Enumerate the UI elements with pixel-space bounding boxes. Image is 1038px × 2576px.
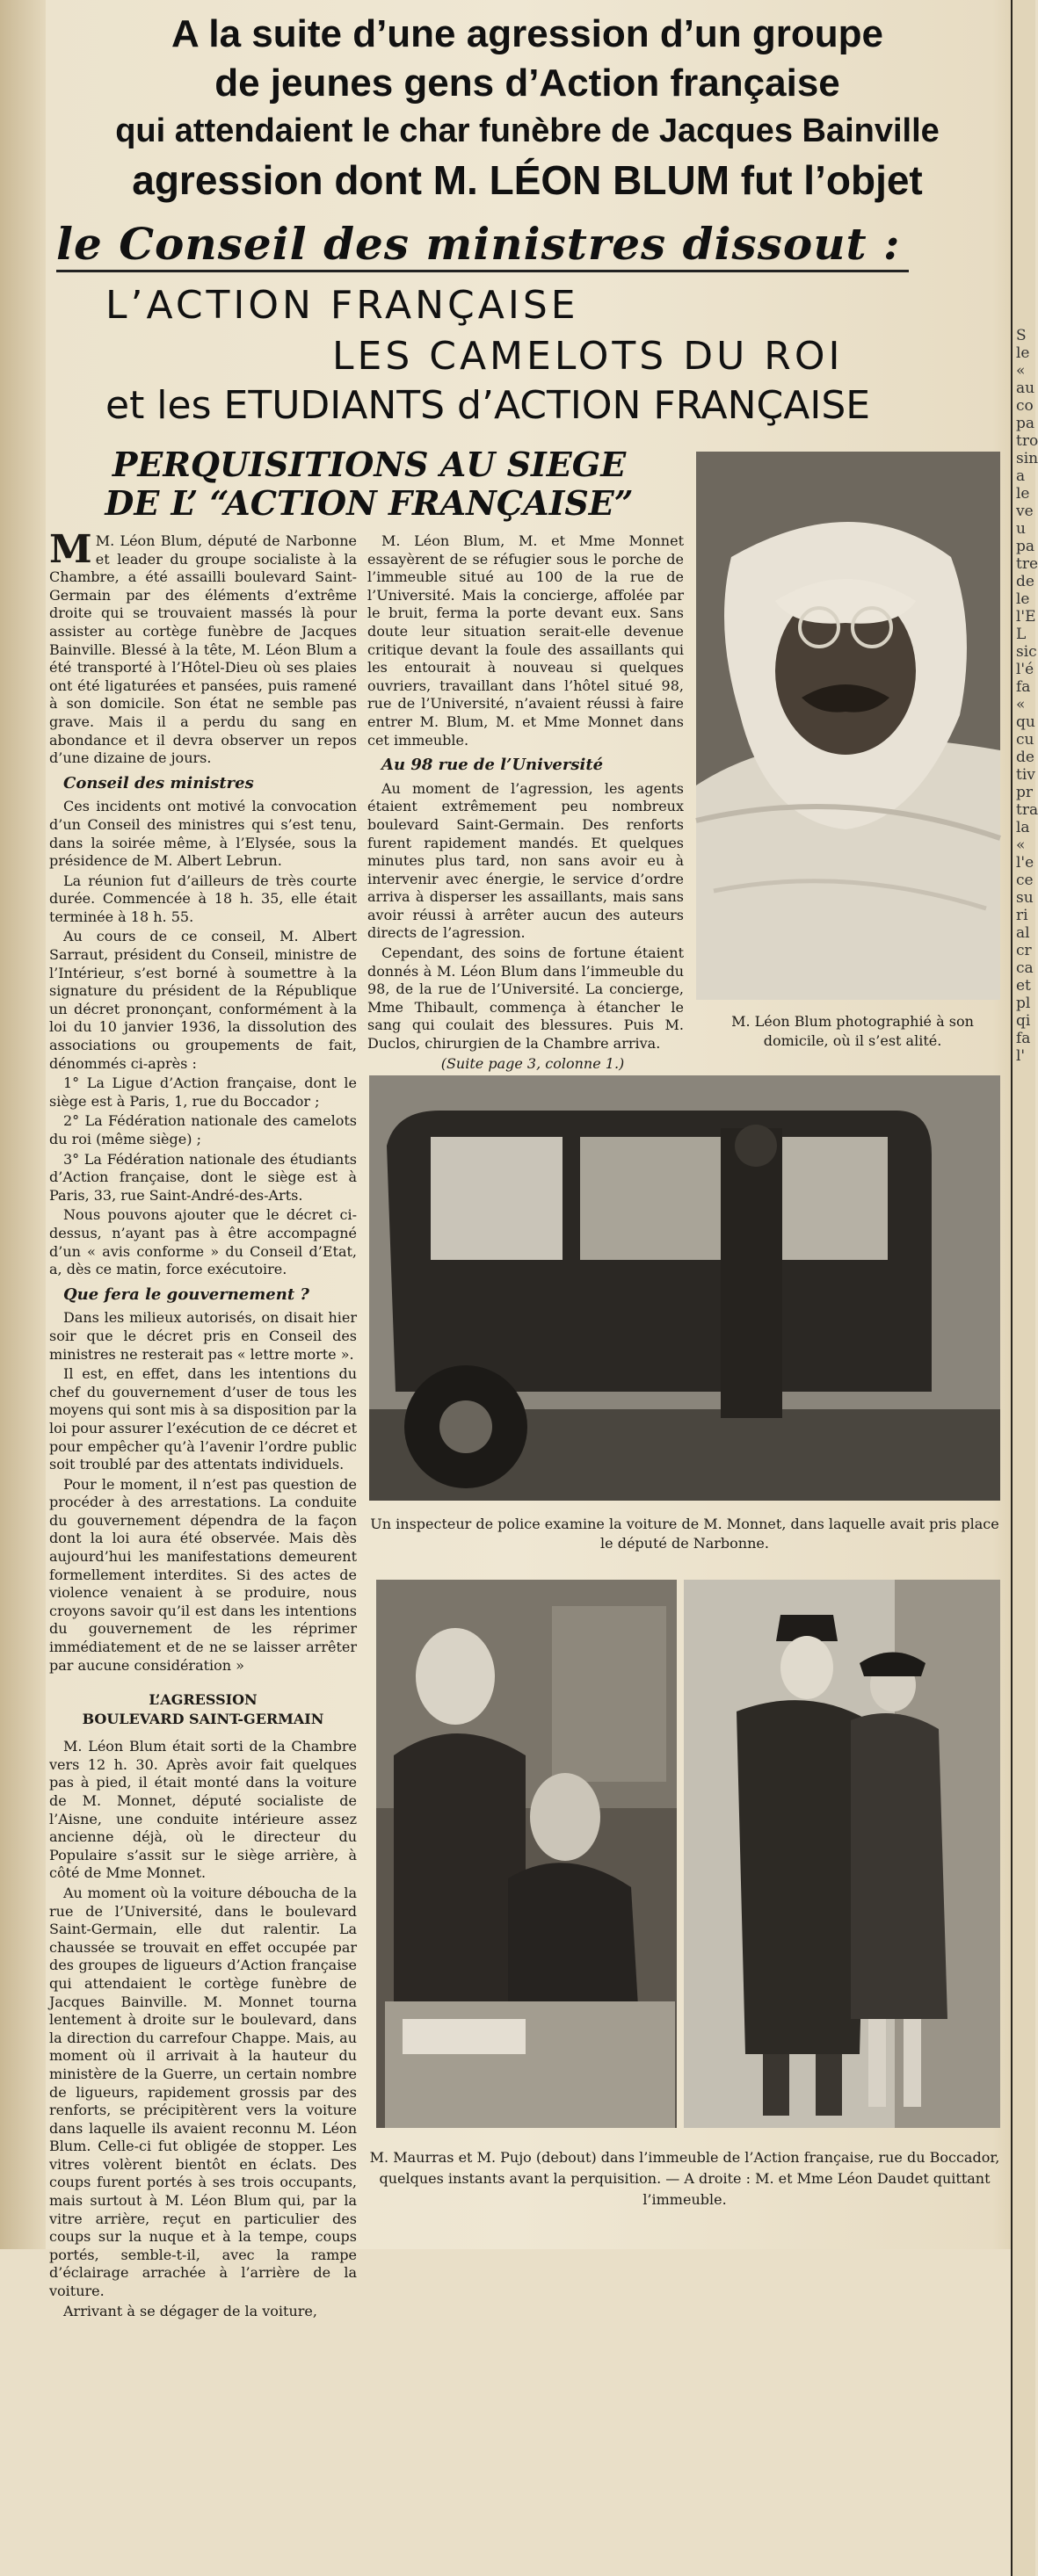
maurras-pujo-photo xyxy=(376,1580,677,2128)
adjacent-column-fragment-text: l'é xyxy=(1016,661,1034,678)
adjacent-column-fragment-text: a xyxy=(1016,467,1026,485)
adjacent-column-fragment-text: la xyxy=(1016,819,1030,836)
headline-camelots: LES CAMELOTS DU ROI xyxy=(332,334,844,379)
adjacent-column-fragment xyxy=(1011,0,1038,2576)
continued-notice: (Suite page 3, colonne 1.) xyxy=(440,1054,625,1072)
adjacent-column-fragment-text: et xyxy=(1016,977,1031,995)
adjacent-column-fragment-text: tre xyxy=(1016,555,1038,573)
adjacent-column-fragment-text: tiv xyxy=(1016,766,1035,784)
headline-line-3: qui attendaient le char funèbre de Jacques Bainville xyxy=(115,112,940,149)
adjacent-column-fragment-text: su xyxy=(1016,889,1034,907)
adjacent-column-fragment-text: l' xyxy=(1016,1047,1026,1065)
headline-line-4: agression dont M. LÉON BLUM fut l’objet xyxy=(132,157,923,203)
subheadline-line-1: PERQUISITIONS AU SIEGE xyxy=(112,445,627,484)
paragraph: La réunion fut d’ailleurs de très courte durée. Commencée à 18 h. 35, elle était terminée à 18 h. 55. xyxy=(49,872,357,925)
adjacent-column-fragment-text: qu xyxy=(1016,713,1035,731)
paragraph: Au cours de ce conseil, M. Albert Sarraut, président du Conseil, ministre de l’Intérieur, s’est borné à soumettre à la signature du président de la République un décret prononçant, conformément à la loi du 10 janvier 1936, la dissolution des associations ou groupements de fait, dénommés ci-après : xyxy=(49,928,357,1072)
paragraph: Arrivant à se dégager de la voiture, xyxy=(63,2302,317,2319)
daudet-photo xyxy=(684,1580,1000,2128)
adjacent-column-fragment-text: pr xyxy=(1016,784,1034,801)
article-column-1 xyxy=(49,527,357,2319)
paragraph: M. Léon Blum était sorti de la Chambre vers 12 h. 30. Après avoir fait quelques pas à pied, il était monté dans la voiture de M. Monnet, député socialiste de l’Aisne, une conduite intérieure assez ancienne déjà, où le directeur du Populaire s’assit sur le siège arrière, à côté de Mme Monnet. xyxy=(49,1738,357,1882)
subheadline-line-2: DE L’ “ACTION FRANÇAISE” xyxy=(105,483,634,523)
section-heading-gouvernement: Que fera le gouvernement ? xyxy=(63,1284,309,1304)
paragraph: Nous pouvons ajouter que le décret ci-dessus, n’ayant pas à être accompagné d’un « avis conforme » du Conseil d’Etat, a, dès ce matin, force exécutoire. xyxy=(49,1206,357,1278)
paragraph: 3° La Fédération nationale des étudiants d’Action française, dont le siège est à Paris, 33, rue Saint-André-des-Arts. xyxy=(49,1150,357,1204)
adjacent-column-fragment-text: l'E xyxy=(1016,608,1036,626)
headline-conseil: le Conseil des ministres dissout : xyxy=(56,218,909,272)
paragraph: Il est, en effet, dans les intentions du chef du gouvernement d’user de tous les moyens qui sont mis à sa disposition par la loi pour assurer l’exécution de ce décret et pour empêcher qu’à l’avenir l’ordre public soit troublé par des attentats individuels. xyxy=(49,1365,357,1473)
adjacent-column-fragment-text: de xyxy=(1016,573,1034,590)
couple-illustration xyxy=(684,1580,1000,2128)
paragraph: Au moment où la voiture déboucha de la rue de l’Université, dans le boulevard Saint-Germain, elle dut ralentir. La chaussée se trouvait en effet occupée par des groupes de ligueurs d’Action française qui attendaient le cortège funèbre de Jacques Bainville. M. Monnet tourna lentement à droite sur le boulevard, dans la direction du carrefour Chappe. Mais, au moment où il arrivait à la hauteur du ministère de la Guerre, un certain nombre de ligueurs, rapidement grossis par des renforts, se précipitèrent vers la voiture dans laquelle ils avaient reconnu M. Léon Blum. Celle-ci fut obligée de stopper. Les vitres volèrent bientôt en éclats. Des coups furent portés à ses trois occupants, mais surtout à M. Léon Blum qui, par la vitre arrière, reçut en particulier des coups sur la nuque et à la tempe, coups portés, semble-t-il, avec la rampe d’éclairage arrachée à l’arrière de la voiture. xyxy=(49,1884,357,2300)
adjacent-column-fragment-text: fa xyxy=(1016,1030,1031,1047)
page-edge xyxy=(0,0,46,2249)
adjacent-column-fragment-text: pa xyxy=(1016,415,1035,432)
adjacent-column-fragment-text: ri xyxy=(1016,907,1028,924)
portrait-caption: M. Léon Blum photographié à son domicile, où il s’est alité. xyxy=(731,1013,974,1049)
car-caption: Un inspecteur de police examine la voiture de M. Monnet, dans laquelle avait pris place le député de Narbonne. xyxy=(370,1516,999,1552)
paragraph: Au moment de l’agression, les agents étaient extrêmement peu nombreux boulevard Saint-Germain. Des renforts furent rapidement mandés. Et quelques minutes plus tard, non sans avoir eu à intervenir avec énergie, le service d’ordre arriva à disperser les assaillants, mais sans avoir réussi à arrêter aucun des auteurs directs de l’agression. xyxy=(367,779,684,942)
adjacent-column-fragment-text: L xyxy=(1016,626,1027,643)
adjacent-column-fragment-text: l'e xyxy=(1016,854,1034,872)
blum-portrait-photo xyxy=(696,452,1000,1000)
adjacent-column-fragment-text: co xyxy=(1016,397,1034,415)
adjacent-column-fragment-text: fa xyxy=(1016,678,1031,696)
adjacent-column-fragment-text: tra xyxy=(1016,801,1038,819)
adjacent-column-fragment-text: al xyxy=(1016,924,1030,942)
paragraph: Ces incidents ont motivé la convocation d’un Conseil des ministres qui s’est tenu, dans la soirée même, à l’Elysée, sous la présidence de M. Albert Lebrun. xyxy=(49,798,357,870)
lead-paragraph: M M. Léon Blum, député de Narbonne et leader du groupe socialiste à la Chambre, a été assailli boulevard Saint-Germain par des éléments d’extrême droite qui se trouvaient massés là pour assister au cortège funèbre de Jacques Bainville. Blessé à la tête, M. Léon Blum a été transporté à l’Hôtel-Dieu où ses plaies ont été ligaturées et pansées, puis ramené à son domicile. Son état ne semble pas grave. Mais il a perdu du sang en abondance et il devra observer un repos d’une dizaine de jours. xyxy=(49,527,357,767)
headline-etudiants: et les ETUDIANTS d’ACTION FRANÇAISE xyxy=(105,383,871,428)
portrait-illustration xyxy=(696,452,1000,1000)
adjacent-column-fragment-text: au xyxy=(1016,380,1035,397)
adjacent-column-fragment-text: ce xyxy=(1016,872,1034,889)
adjacent-column-fragment-text: sic xyxy=(1016,643,1037,661)
adjacent-column-fragment-text: le xyxy=(1016,590,1030,608)
adjacent-column-fragment-text: cu xyxy=(1016,731,1034,749)
section-heading-agression: L’AGRESSION BOULEVARD SAINT-GERMAIN xyxy=(82,1691,324,1728)
drop-cap: M xyxy=(49,527,92,572)
adjacent-column-fragment-text: tro xyxy=(1016,432,1038,450)
adjacent-column-fragment-text: u xyxy=(1016,520,1026,538)
adjacent-column-fragment-text: « xyxy=(1016,836,1026,854)
adjacent-column-fragment-text: ca xyxy=(1016,959,1034,977)
bottom-caption: M. Maurras et M. Pujo (debout) dans l’immeuble de l’Action française, rue du Boccador, quelques instants avant la perquisition. — A droite : M. et Mme Léon Daudet quittant l’immeuble. xyxy=(369,2149,1000,2208)
adjacent-column-fragment-text: de xyxy=(1016,749,1034,766)
adjacent-column-fragment-text: S xyxy=(1016,327,1027,344)
adjacent-column-fragment-text: ve xyxy=(1016,503,1034,520)
adjacent-column-fragment-text: cr xyxy=(1016,942,1032,959)
headline-line-2: de jeunes gens d’Action française xyxy=(214,62,840,105)
car-photo xyxy=(369,1075,1000,1501)
adjacent-column-fragment-text: « xyxy=(1016,696,1026,713)
article-column-2 xyxy=(367,532,684,1077)
adjacent-column-fragment-text: qi xyxy=(1016,1012,1031,1030)
adjacent-column-fragment-text: le xyxy=(1016,344,1030,362)
paragraph: 2° La Fédération nationale des camelots du roi (même siège) ; xyxy=(49,1112,357,1147)
car-illustration xyxy=(369,1075,1000,1501)
paragraph: 1° La Ligue d’Action française, dont le siège est à Paris, 1, rue du Boccador ; xyxy=(49,1075,357,1110)
adjacent-column-fragment-text: « xyxy=(1016,362,1026,380)
headline-line-1: A la suite d’une agression d’un groupe xyxy=(171,12,884,55)
paragraph: Pour le moment, il n’est pas question de procéder à des arrestations. La conduite du gouvernement dépendra de la façon dont la loi aura été observée. Mais dès aujourd’hui les manifestations demeurent formellement interdites. Si des actes de violence venaient à se produire, nous croyons savoir qu’il est dans les intentions du gouvernement de les réprimer immédiatement et de ne se laisser arrêter par aucune considération » xyxy=(49,1475,357,1674)
adjacent-column-fragment-text: pl xyxy=(1016,995,1031,1012)
paragraph: M. Léon Blum, M. et Mme Monnet essayèrent de se réfugier sous le porche de l’immeuble situé au 100 de la rue de l’Université. Mais la concierge, affolée par le bruit, ferma la porte devant eux. Sans doute leur situation serait-elle devenue critique devant la foule des assaillants qui les entourait à nouveau si quelques ouvriers, travaillant dans l’hôtel situé 98, rue de l’Université, n’avaient réussi à faire entrer M. Blum, M. et Mme Monnet dans cet immeuble. xyxy=(367,532,684,749)
headline-action-francaise: L’ACTION FRANÇAISE xyxy=(105,283,579,328)
adjacent-column-fragment-text: sin xyxy=(1016,450,1038,467)
section-heading-conseil: Conseil des ministres xyxy=(63,773,254,792)
section-heading-universite: Au 98 rue de l’Université xyxy=(381,756,604,775)
paragraph: Cependant, des soins de fortune étaient donnés à M. Léon Blum dans l’immeuble du 98, de la rue de l’Université. La concierge, Mme Thibault, commença à étancher le sang qui coulait des blessures. Puis M. Duclos, chirurgien de la Chambre arriva. xyxy=(367,944,684,1053)
paragraph: Dans les milieux autorisés, on disait hier soir que le décret pris en Conseil des ministres ne resterait pas « lettre morte ». xyxy=(49,1309,357,1363)
office-illustration xyxy=(376,1580,677,2128)
adjacent-column-fragment-text: le xyxy=(1016,485,1030,503)
adjacent-column-fragment-text: pa xyxy=(1016,538,1035,555)
